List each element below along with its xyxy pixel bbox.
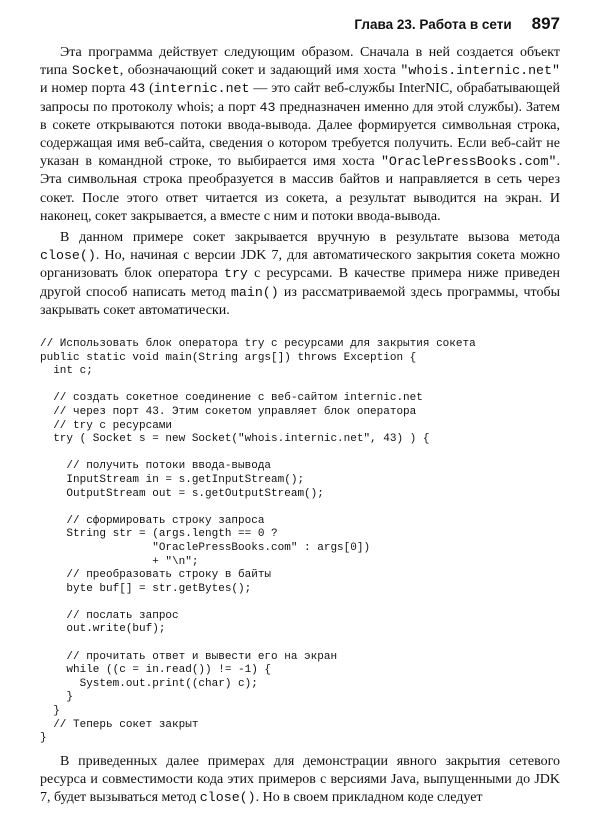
code-line: // послать запрос bbox=[40, 609, 179, 622]
text-run: ( bbox=[145, 81, 154, 97]
text-run: с ресурсами. В качестве примера ниже приведен другой способ написать метод bbox=[40, 266, 561, 300]
code-line: // try с ресурсами bbox=[40, 419, 173, 432]
inline-code: Socket bbox=[71, 63, 120, 79]
code-line: OutputStream out = s.getOutputStream(); bbox=[40, 487, 324, 500]
code-line: // прочитать ответ и вывести его на экран bbox=[40, 650, 338, 663]
text-run: , обозначающий сокет и задающий имя хоста bbox=[119, 63, 401, 79]
code-line: + "\n"; bbox=[40, 555, 199, 568]
code-line: // сформировать строку запроса bbox=[40, 514, 265, 527]
text-run: предназначен именно для этой службы). Затем в сокете открываются потоки ввода-вывода. Далее формируется символьная строка, содержащая имя веб-сайта, сведения о котором требуется получить. Если веб-сайт не указан в командной строке, то выбирается имя хоста bbox=[40, 99, 560, 170]
text-run: . Эта символьная строка преобразуется в массив байтов и направляется в сеть через сокет. После этого ответ читается из сокета, а результат выводится на экран. И наконец, сокет закрывается, а вместе с ним и потоки ввода-вывода. bbox=[40, 154, 560, 224]
running-header bbox=[0, 14, 560, 36]
code-line: } bbox=[40, 732, 47, 745]
inline-code: "whois.internic.net" bbox=[400, 63, 560, 79]
text-run: и номер порта bbox=[40, 81, 130, 97]
paragraph-explicit-close bbox=[40, 753, 560, 808]
text-run: из рассматриваемой здесь программы, чтобы закрывать сокет автоматически. bbox=[40, 284, 561, 318]
code-line: } bbox=[40, 691, 74, 704]
inline-code: 43 bbox=[259, 99, 276, 115]
text-run: В данном примере сокет закрывается вручную в результате вызова метода bbox=[60, 230, 560, 246]
code-line: public static void main(String args[]) throws Exception { bbox=[40, 351, 417, 364]
code-line: InputStream in = s.getInputStream(); bbox=[40, 473, 305, 486]
code-line: out.write(buf); bbox=[40, 623, 166, 636]
code-line: String str = (args.length == 0 ? bbox=[40, 528, 278, 541]
inline-code: close() bbox=[40, 248, 96, 264]
code-line: // создать сокетное соединение с веб-сайтом internic.net bbox=[40, 392, 423, 405]
code-line: "OraclePressBooks.com" : args[0]) bbox=[40, 541, 371, 554]
code-line: System.out.print((char) c); bbox=[40, 677, 258, 690]
text-run: . Но в своем прикладном коде следует bbox=[255, 790, 483, 806]
code-listing bbox=[40, 338, 476, 746]
inline-code: try bbox=[223, 266, 248, 282]
text-run: — это сайт веб-службы InterNIC, обрабатывающей запросы по протоколу whois; а порт bbox=[40, 81, 560, 115]
code-line: while ((c = in.read()) != -1) { bbox=[40, 664, 272, 677]
code-line: try ( Socket s = new Socket("whois.internic.net", 43) ) { bbox=[40, 433, 430, 446]
inline-code: close() bbox=[199, 790, 256, 806]
code-line: // Использовать блок оператора try с ресурсами для закрытия сокета bbox=[40, 338, 476, 350]
text-run: . Но, начиная с версии JDK 7, для автоматического закрытия сокета можно организовать блок оператора bbox=[40, 248, 560, 282]
code-line: // получить потоки ввода-вывода bbox=[40, 460, 272, 473]
chapter-title: Глава 23. Работа в сети bbox=[354, 17, 512, 32]
inline-code: 43 bbox=[129, 81, 146, 97]
code-line: // Теперь сокет закрыт bbox=[40, 718, 199, 731]
page-number: 897 bbox=[531, 14, 560, 33]
code-line: // преобразовать строку в байты bbox=[40, 569, 272, 582]
body-text bbox=[40, 44, 560, 320]
paragraph-try-with-resources bbox=[40, 229, 560, 320]
inline-code: "OraclePressBooks.com" bbox=[380, 154, 557, 170]
paragraph-how-it-works bbox=[40, 44, 560, 226]
code-line: byte buf[] = str.getBytes(); bbox=[40, 582, 252, 595]
text-run: Эта программа действует следующим образом. Сначала в ней создается объект типа bbox=[40, 45, 560, 79]
text-run: В приведенных далее примерах для демонстрации явного закрытия сетевого ресурса и совместимости кода этих примеров с версиями Java, выпущенными до JDK 7, будет вызываться метод bbox=[40, 754, 560, 806]
inline-code: main() bbox=[230, 284, 279, 300]
code-line: } bbox=[40, 705, 60, 718]
body-text-continued bbox=[40, 753, 560, 808]
inline-code: internic.net bbox=[153, 81, 250, 97]
code-line: int c; bbox=[40, 365, 93, 378]
code-line: // через порт 43. Этим сокетом управляет блок оператора bbox=[40, 405, 417, 418]
